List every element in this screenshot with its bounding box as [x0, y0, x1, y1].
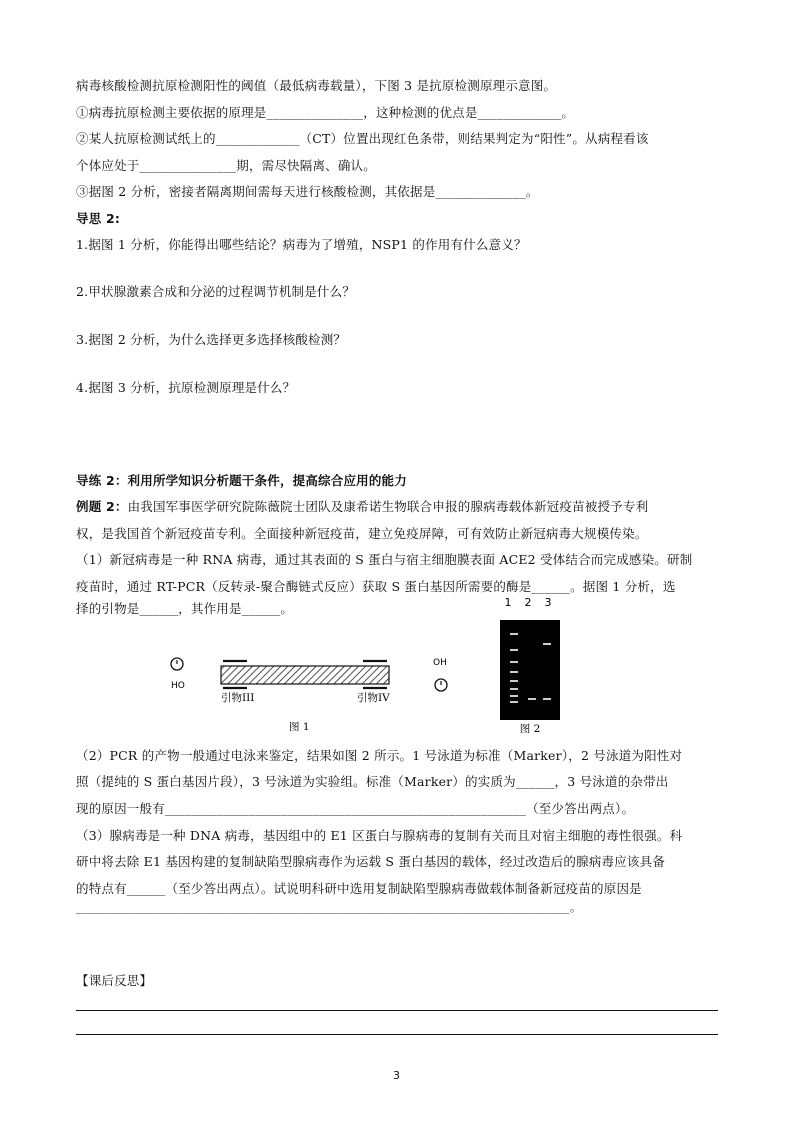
section-heading: 导思 2:	[76, 211, 121, 226]
text-line: 病毒核酸检测抗原检测阳性的阈值（最低病毒载量），下图 3 是抗原检测原理示意图。	[76, 78, 557, 93]
right-end-symbol	[435, 679, 447, 691]
page-number: 3	[393, 1069, 400, 1082]
label-ho: HO	[171, 681, 185, 691]
text-line: （3）腺病毒是一种 DNA 病毒，基因组中的 E1 区蛋白与腺病毒的复制有关而且对宿主细胞的毒性很强。科	[76, 828, 683, 843]
text-line: ①病毒抗原检测主要依据的原理是_______________，这种检测的优点是_____________。	[76, 105, 575, 120]
text-line: 个体应处于_______________期，需尽快隔离、确认。	[76, 158, 376, 173]
text-line: 疫苗时，通过 RT-PCR（反转录-聚合酶链式反应）获取 S 蛋白基因所需要的酶是______。据图 1 分析，选	[76, 579, 676, 594]
left-end-symbol	[171, 658, 183, 670]
text-line: 现的原因一般有________________________________________________________（至少答出两点）。	[76, 801, 635, 816]
text-line: （2）PCR 的产物一般通过电泳来鉴定，结果如图 2 所示。1 号泳道为标准（Marker），2 号泳道为阳性对	[76, 748, 683, 763]
text-line: 研中将去除 E1 基因构建的复制缺陷型腺病毒作为运载 S 蛋白基因的载体，经过改造后的腺病毒应该具备	[76, 854, 666, 869]
answer-blank-line: ___________________________________________________________________________________。	[76, 900, 582, 914]
section-heading: 导练 2：利用所学知识分析题干条件，提高综合应用的能力	[76, 473, 407, 488]
text-line: ②某人抗原检测试纸上的_____________（CT）位置出现红色条带，则结果判定为“阳性”。从病程看该	[76, 131, 649, 146]
text-line: 权，是我国首个新冠疫苗专利。全面接种新冠疫苗，建立免疫屏障，可有效防止新冠病毒大规模传染。	[76, 526, 648, 541]
question-line: 3.据图 2 分析，为什么选择更多选择核酸检测？	[76, 332, 347, 347]
reflection-heading: 【课后反思】	[76, 973, 153, 988]
figure-2-gel-electrophoresis	[490, 592, 580, 738]
figure-2-caption: 图 2	[519, 723, 541, 735]
question-line: 2.甲状腺激素合成和分泌的过程调节机制是什么？	[76, 284, 356, 299]
lane-number-2: 2	[524, 596, 532, 609]
example-line	[76, 498, 648, 516]
figure-1-primer-diagram	[165, 640, 465, 740]
primer-iii-label: 引物III	[221, 692, 255, 704]
reflection-rule-2	[76, 1034, 718, 1035]
example-label: 例题 2：	[76, 499, 128, 514]
text-line: （1）新冠病毒是一种 RNA 病毒，通过其表面的 S 蛋白与宿主细胞膜表面 ACE2 受体结合而完成感染。研制	[76, 552, 693, 567]
figure-1-caption: 图 1	[289, 721, 310, 733]
question-line: 1.据图 1 分析，你能得出哪些结论？病毒为了增殖，NSP1 的作用有什么意义？	[76, 237, 527, 252]
lane-number-1: 1	[504, 596, 512, 609]
text-line: ③据图 2 分析，密接者隔离期间需每天进行核酸检测，其依据是______________。	[76, 184, 539, 199]
text-line: 的特点有______（至少答出两点）。试说明科研中选用复制缺陷型腺病毒做载体制备新冠疫苗的原因是	[76, 881, 642, 896]
text-line: 择的引物是______，其作用是______。	[76, 601, 294, 616]
question-line: 4.据图 3 分析，抗原检测原理是什么？	[76, 380, 296, 395]
label-oh: OH	[433, 658, 447, 668]
primer-iv-label: 引物IV	[357, 692, 390, 704]
example-text: 由我国军事医学研究院陈薇院士团队及康希诺生物联合申报的腺病毒载体新冠疫苗被授予专利	[127, 499, 649, 514]
dna-template-strand	[221, 666, 389, 684]
lane-number-3: 3	[544, 596, 552, 609]
reflection-rule-1	[76, 1010, 718, 1011]
text-line: 照（提纯的 S 蛋白基因片段），3 号泳道为实验组。标准（Marker）的实质为______，3 号泳道的杂带出	[76, 774, 669, 789]
gel-background	[500, 620, 560, 720]
